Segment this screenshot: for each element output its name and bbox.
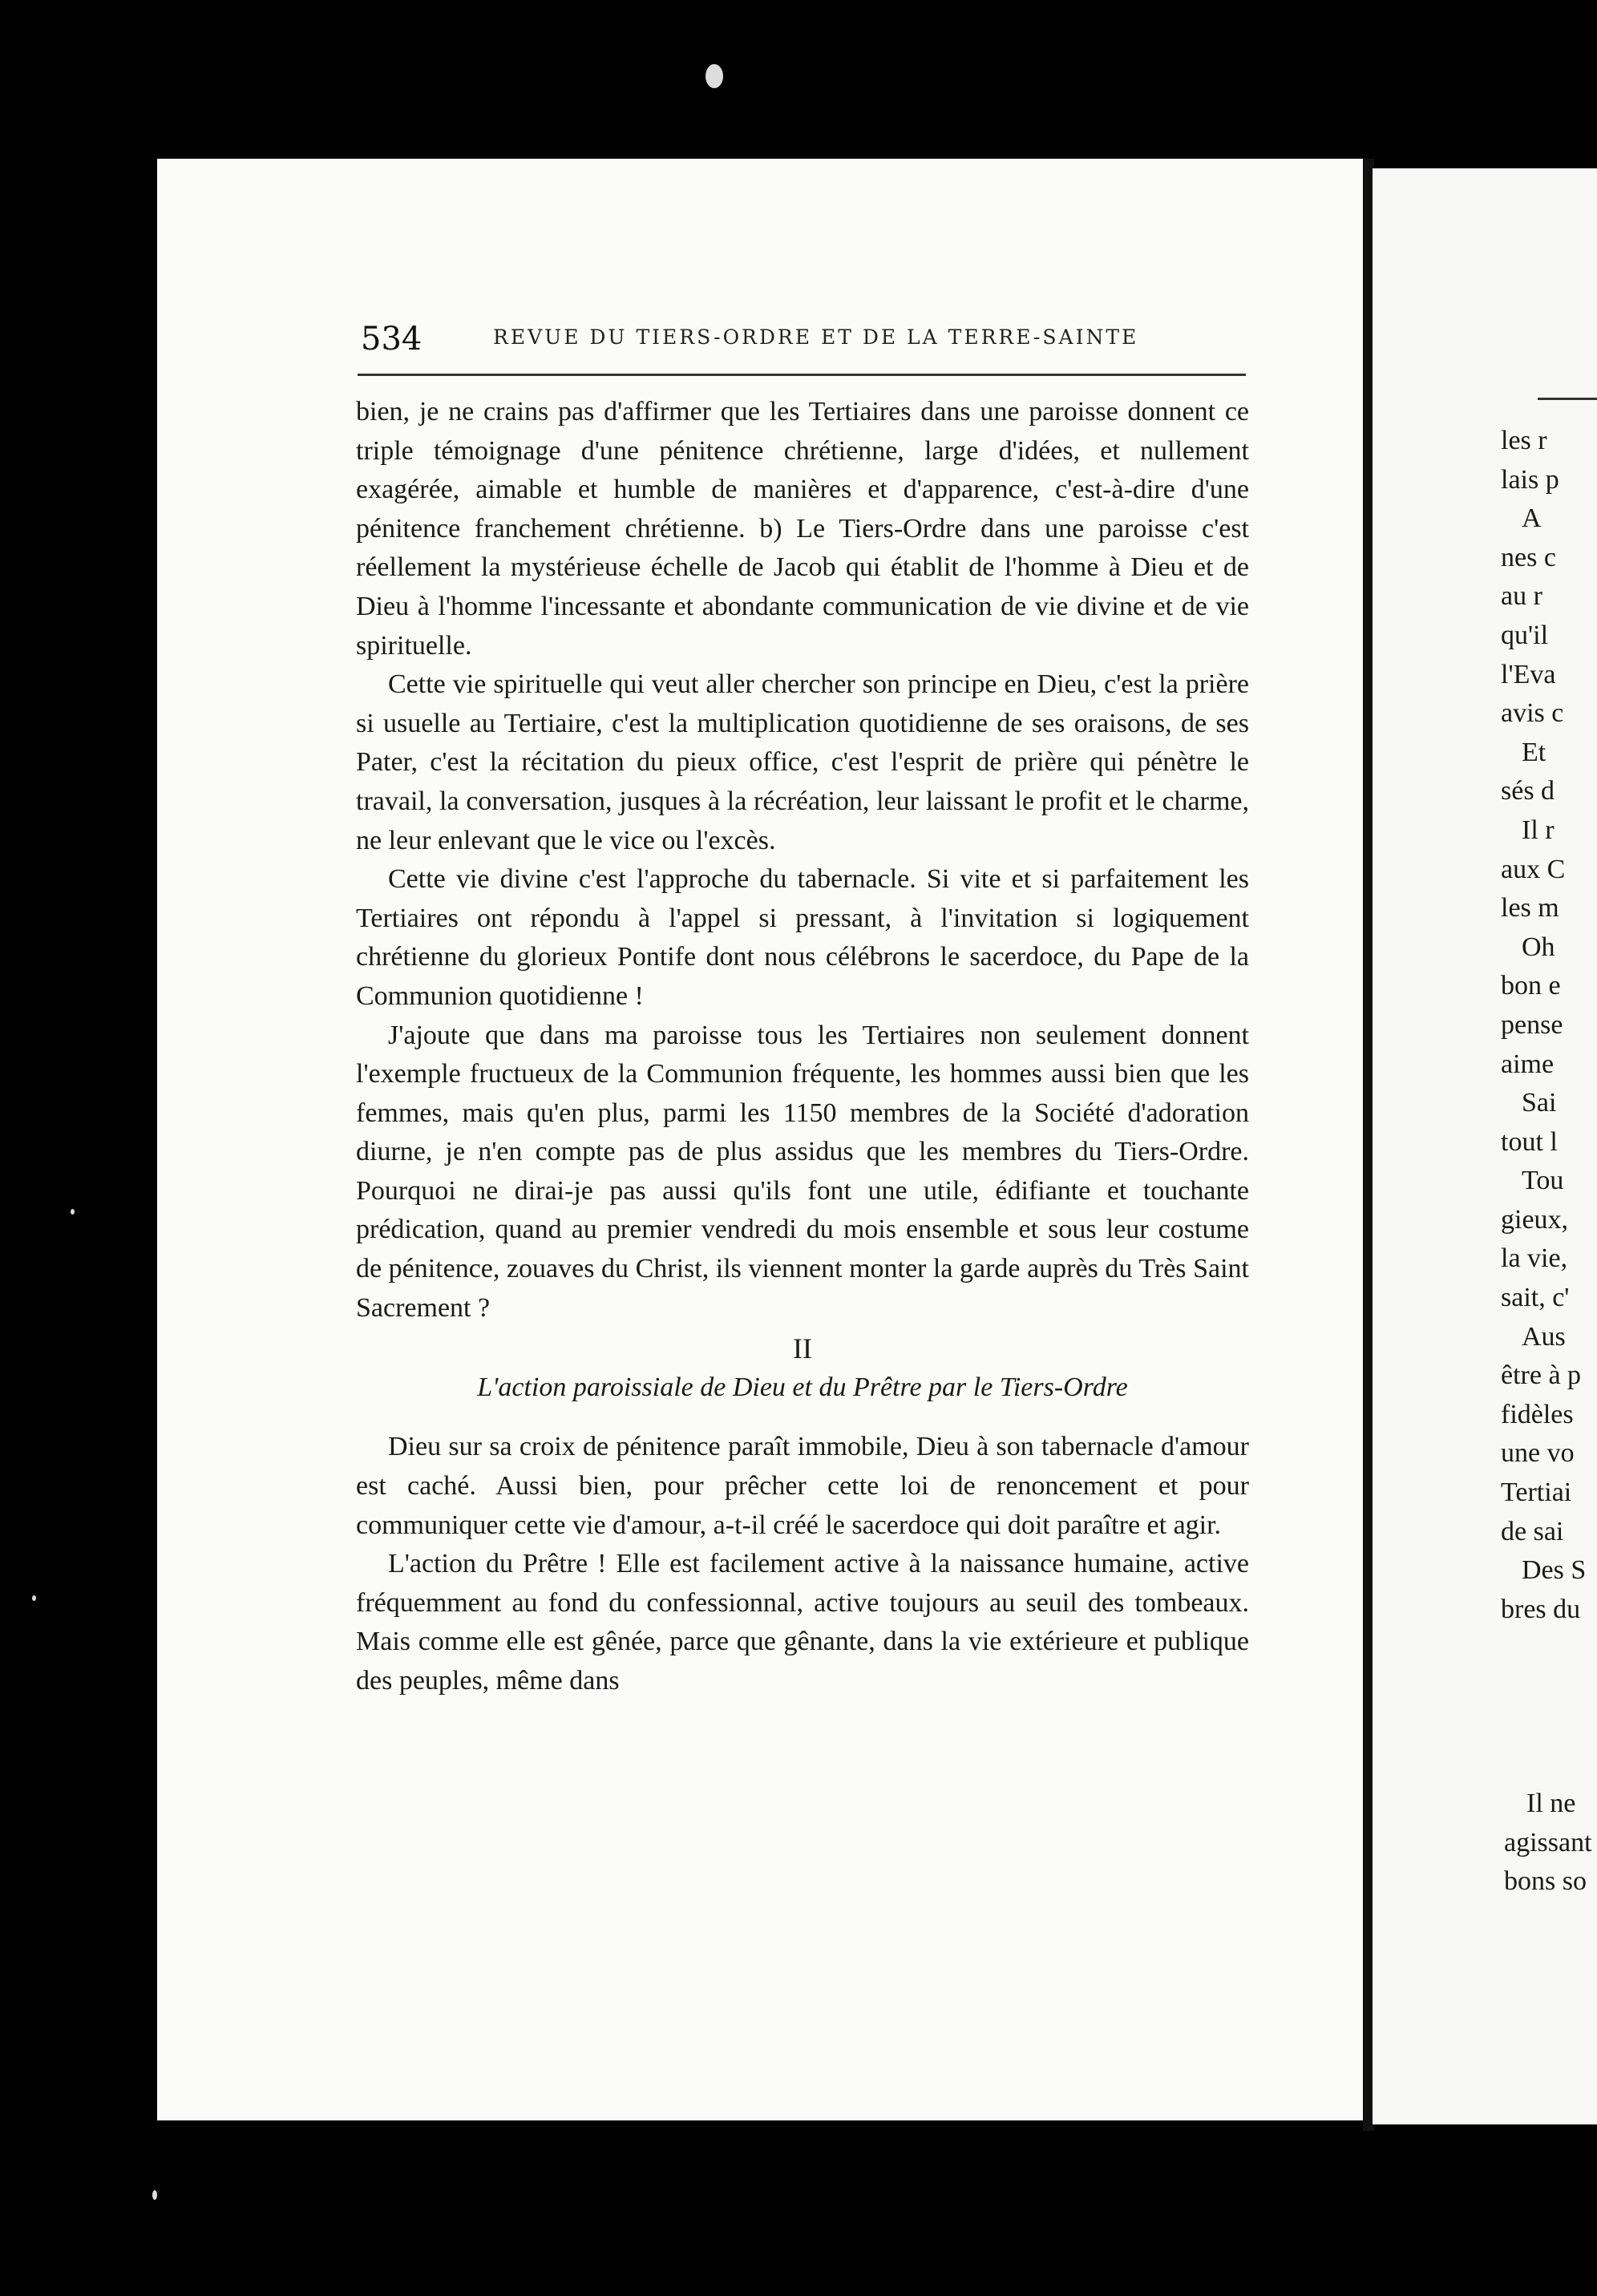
right-line: de sai [1501,1516,1564,1546]
right-line: A [1522,503,1542,534]
right-line: au r [1501,581,1542,612]
page-header [361,321,1251,358]
right-line: Tou [1522,1166,1564,1196]
right-page-text [1501,393,1597,1629]
right-line: une vo [1501,1438,1575,1469]
right-line: nes c [1501,542,1556,572]
right-line: Tertiai [1501,1477,1572,1508]
paragraph: Cette vie spirituelle qui veut aller chercher son principe en Dieu, c'est la prière si usuelle au Tertiaire, c'est la multiplication quotidienne de ses oraisons, de ses Pater, c'est la récitation du pieux office, c'est l'esprit de prière qui pénètre le travail, la conversation, jusques à la récréation, leur laissant le profit et le charme, ne leur enlevant que le vice ou l'excès. [356,669,1249,855]
right-line: Il r [1522,815,1555,845]
header-rule [358,374,1246,376]
right-line: fidèles [1501,1399,1574,1429]
right-line: les r [1501,426,1547,455]
right-line: gieux, [1501,1204,1569,1235]
right-line: tout l [1501,1126,1558,1157]
right-line: Oh [1522,932,1555,962]
right-line: être à p [1501,1360,1582,1391]
paragraph: Cette vie divine c'est l'approche du tabernacle. Si vite et si parfaitement les Tertiaires ont répondu à l'appel si pressant, à l'invitation si logiquement chrétienne du glorieux Pontife dont nous célébrons le sacerdoce, du Pape de la Communion quotidienne ! [356,864,1249,1011]
section-number: II [793,1332,812,1365]
right-line: agissant [1504,1827,1592,1857]
right-line: bres du [1501,1594,1581,1624]
scan-speck [152,2190,157,2200]
right-line: l'Eva [1501,659,1556,689]
scan-speck [32,1595,36,1601]
paragraph: bien, je ne crains pas d'affirmer que les Tertiaires dans une paroisse donnent ce triple témoignage d'une pénitence chrétienne, large d'idées, et nullement exagérée, aimable et humble de manières et d'apparence, c'est-à-dire d'une pénitence franchement chrétienne. b) Le Tiers-Ordre dans une paroisse c'est réellement la mystérieuse échelle de Jacob qui établit de l'homme à Dieu et de Dieu à l'homme l'incessante et abondante communication de vie divine et de vie spirituelle. [356,397,1249,661]
right-line: pense [1501,1009,1563,1040]
scan-speck [71,1209,75,1215]
right-line: sait, c' [1501,1283,1570,1313]
right-line: avis c [1501,698,1564,729]
right-line: bons so [1504,1866,1587,1897]
right-line: les m [1501,893,1559,924]
right-line: Il ne [1526,1789,1576,1818]
body-text [356,393,1249,1701]
right-line: aime [1501,1049,1555,1079]
right-line: aux C [1501,854,1566,884]
right-line: Des S [1522,1555,1587,1586]
right-line: Et [1522,737,1546,767]
scan-speck [706,64,723,88]
right-line: qu'il [1501,620,1549,650]
paragraph: J'ajoute que dans ma paroisse tous les Tertiaires non seulement donnent l'exemple fructueux de la Communion fréquente, les hommes aussi bien que les femmes, mais qu'en plus, parmi les 1150 membres de la Société d'adoration diurne, je n'en compte pas de plus assidus que les membres du Tiers-Ordre. Pourquoi ne dirai-je pas aussi qu'ils font une utile, édifiante et touchante prédication, quand au premier vendredi du mois ensemble et sous leur costume de pénitence, zouaves du Christ, ils viennent monter la garde auprès du Très Saint Sacrement ? [356,1020,1249,1323]
running-title: REVUE DU TIERS-ORDRE ET DE LA TERRE-SAINTE [493,325,1139,349]
right-page-text-bottom [1477,1785,1597,1902]
right-line: bon e [1501,971,1561,1001]
right-line: sés d [1501,776,1555,806]
section-title: L'action paroissiale de Dieu et du Prêtre par le Tiers-Ordre [477,1372,1128,1402]
paragraph: L'action du Prêtre ! Elle est facilement active à la naissance humaine, active fréquemment au fond du confessionnal, active toujours au seuil des tombeaux. Mais comme elle est gênée, parce que gênante, dans la vie extérieure et publique des peuples, même dans [356,1549,1249,1696]
page-number: 534 [361,321,422,358]
right-line: lais p [1501,464,1559,495]
right-line: la vie, [1501,1243,1568,1274]
right-line: Aus [1522,1321,1566,1352]
right-line: Sai [1522,1088,1557,1118]
paragraph: Dieu sur sa croix de pénitence paraît immobile, Dieu à son tabernacle d'amour est caché. Aussi bien, pour prêcher cette loi de renoncement et pour communiquer cette vie d'amour, a-t-il créé le sacerdoce qui doit paraître et agir. [356,1432,1249,1540]
